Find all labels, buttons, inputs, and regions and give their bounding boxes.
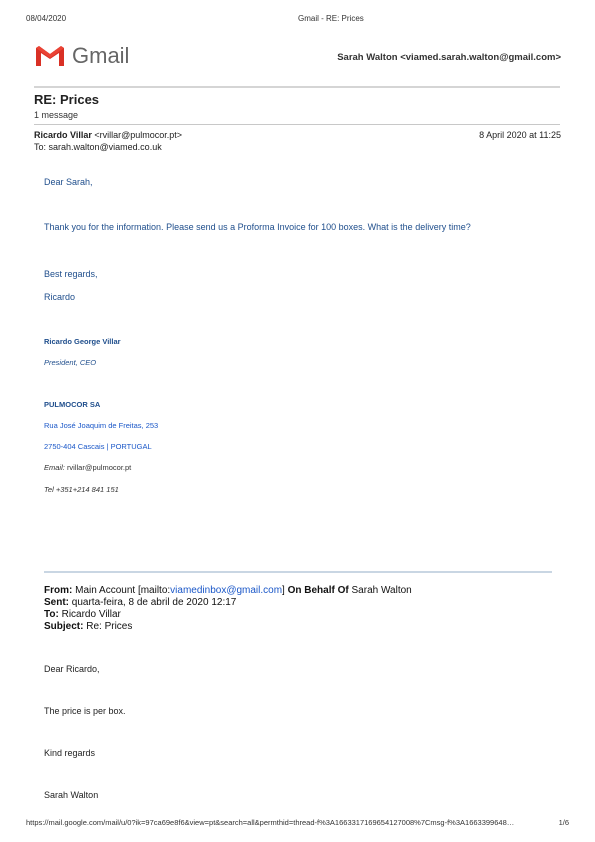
message-closing: Best regards, <box>44 269 98 279</box>
quoted-subject <box>44 621 132 632</box>
quote-divider <box>44 571 552 573</box>
signature-city[interactable]: 2750-404 Cascais | PORTUGAL <box>44 442 152 451</box>
quoted-to <box>44 609 121 620</box>
thread-subject: RE: Prices <box>34 92 100 107</box>
signature-name: Ricardo George Villar <box>44 337 121 346</box>
quoted-to-label: To: <box>44 609 59 620</box>
signature-street[interactable]: Rua José Joaquim de Freitas, 253 <box>44 421 159 430</box>
message-greeting: Dear Sarah, <box>44 177 93 187</box>
message-name: Ricardo <box>44 292 76 302</box>
print-title: Gmail - RE: Prices <box>298 14 364 23</box>
quoted-name: Sarah Walton <box>44 790 99 800</box>
quoted-from-label: From: <box>44 585 73 596</box>
signature-tel: Tel +351+214 841 151 <box>44 485 119 494</box>
quoted-body: The price is per box. <box>44 706 126 716</box>
quoted-behalf-name: Sarah Walton <box>351 585 412 596</box>
sender-email: <rvillar@pulmocor.pt> <box>94 130 183 140</box>
message-to: To: sarah.walton@viamed.co.uk <box>34 142 162 152</box>
quoted-from <box>44 585 412 596</box>
print-footer-page: 1/6 <box>558 818 569 827</box>
sender-name: Ricardo Villar <box>34 130 92 140</box>
message-body: Thank you for the information. Please send us a Proforma Invoice for 100 boxes. What is the delivery time? <box>44 222 471 232</box>
signature-email-line <box>44 463 131 472</box>
quoted-subject-label: Subject: <box>44 621 84 632</box>
account-label: Sarah Walton <viamed.sarah.walton@gmail.com> <box>337 52 561 63</box>
print-date: 08/04/2020 <box>26 14 67 23</box>
quoted-sent <box>44 597 236 608</box>
subject-divider <box>34 124 560 125</box>
message-date: 8 April 2020 at 11:25 <box>479 130 561 140</box>
quoted-from-email[interactable]: viamedinbox@gmail.com <box>170 585 283 596</box>
quoted-from-prefix: Main Account [mailto: <box>75 585 171 596</box>
quoted-behalf-label: On Behalf Of <box>287 585 349 596</box>
print-footer-url: https://mail.google.com/mail/u/0?ik=97ca69e8f6&view=pt&search=all&permthid=thread-f%3A1663317169654127008%7Cmsg-f%3A1663399648… <box>26 818 515 827</box>
message-sender <box>34 130 182 140</box>
quoted-from-suffix: ] <box>282 585 285 596</box>
gmail-logo-text: Gmail <box>72 43 130 68</box>
signature-company: PULMOCOR SA <box>44 400 101 409</box>
gmail-logo-icon <box>34 44 66 68</box>
signature-email[interactable]: rvillar@pulmocor.pt <box>66 463 132 472</box>
quoted-subject-value: Re: Prices <box>86 621 133 632</box>
quoted-to-value: Ricardo Villar <box>61 609 121 620</box>
signature-role: President, CEO <box>44 358 97 367</box>
signature-email-label: Email: <box>44 463 65 472</box>
header-divider <box>34 86 560 88</box>
quoted-closing: Kind regards <box>44 748 96 758</box>
quoted-greeting: Dear Ricardo, <box>44 664 100 674</box>
quoted-sent-label: Sent: <box>44 597 69 608</box>
quoted-sent-value: quarta-feira, 8 de abril de 2020 12:17 <box>71 597 237 608</box>
message-count: 1 message <box>34 110 79 120</box>
